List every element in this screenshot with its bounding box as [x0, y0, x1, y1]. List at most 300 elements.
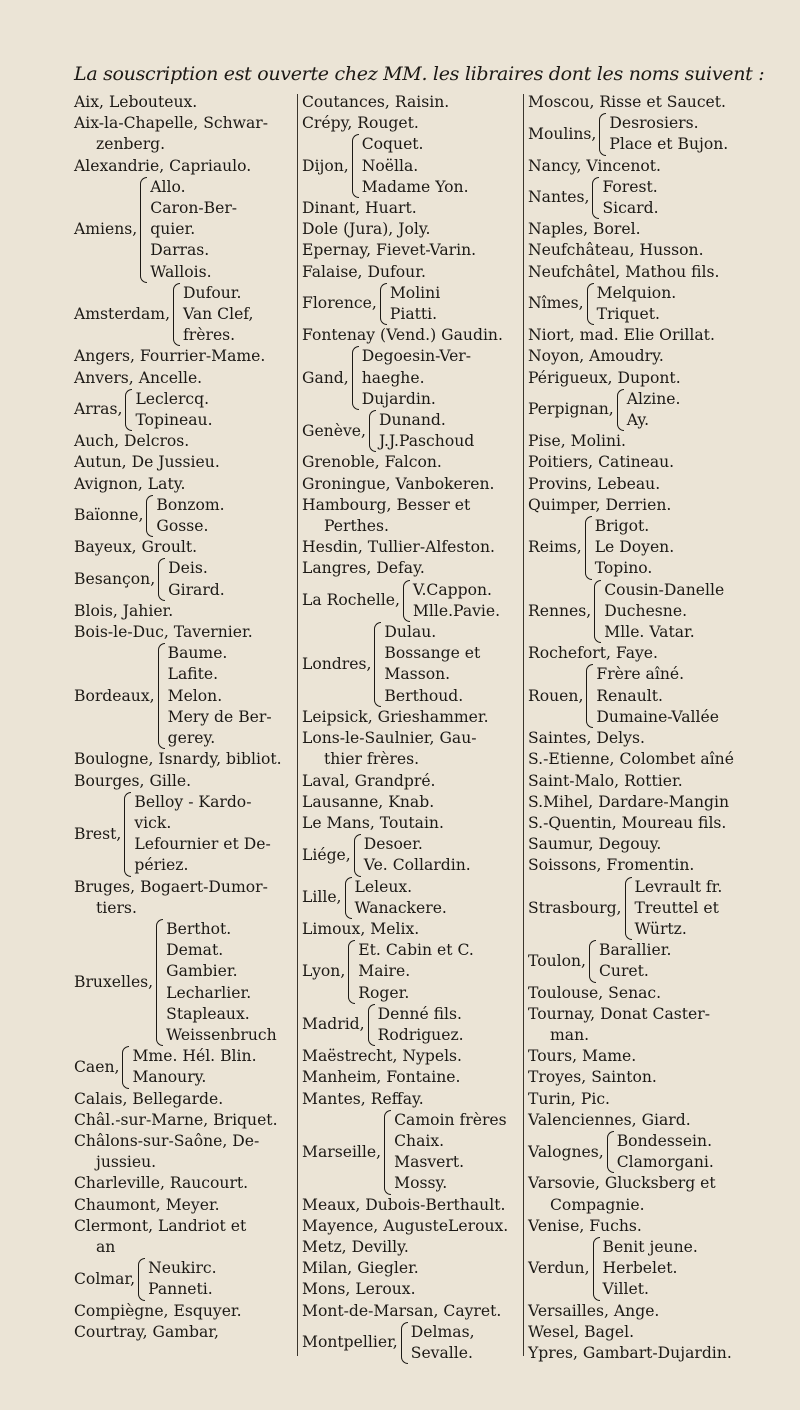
city-name: Lyon,: [302, 962, 346, 981]
bookseller-entry: [74, 368, 296, 389]
bookseller-name: Leclercq.: [135, 389, 210, 408]
brace-mark: [352, 346, 359, 410]
bookseller-entry: [528, 1004, 790, 1025]
entry-text: Boulogne, Isnardy, bibliot.: [74, 750, 282, 769]
bookseller-names: [604, 580, 724, 644]
bookseller-entry: [528, 325, 790, 346]
bookseller-group: [74, 1046, 296, 1088]
entry-text: Poitiers, Catineau.: [528, 453, 675, 472]
bookseller-group: [528, 1131, 790, 1173]
bookseller-entry: [302, 919, 522, 940]
bookseller-names: [166, 919, 277, 1046]
entry-text: Châl.-sur-Marne, Briquet.: [74, 1110, 278, 1129]
entry-text: Niort, mad. Elie Orillat.: [528, 326, 715, 345]
bookseller-names: [609, 113, 728, 155]
bookseller-entry: [302, 813, 522, 834]
entry-text: Venise, Fuchs.: [528, 1216, 642, 1235]
bookseller-entry: [74, 1195, 296, 1216]
entry-text: Soissons, Fromentin.: [528, 856, 695, 875]
entry-text: an: [96, 1237, 116, 1256]
entry-text: Compagnie.: [550, 1195, 645, 1214]
entry-text: Naples, Borel.: [528, 220, 641, 239]
bookseller-name: Rodriguez.: [377, 1025, 464, 1044]
bookseller-name: Caron-Ber-: [150, 199, 238, 218]
bookseller-entry: [302, 262, 522, 283]
city-name: Dijon,: [302, 156, 349, 175]
bookseller-group: [74, 1258, 296, 1300]
entry-text: Dole (Jura), Joly.: [302, 220, 431, 239]
bookseller-name: Roger.: [358, 983, 410, 1002]
entry-text: Rochefort, Faye.: [528, 644, 658, 663]
bookseller-names: [358, 940, 474, 1004]
bookseller-entry: [302, 1046, 522, 1067]
bookseller-entry: [74, 113, 296, 134]
entry-text: Perthes.: [324, 517, 389, 536]
bookseller-entry: [302, 1195, 522, 1216]
bookseller-entry: [74, 622, 296, 643]
bookseller-entry: [74, 474, 296, 495]
brace-mark: [140, 177, 147, 283]
column-1: [74, 92, 296, 1357]
bookseller-name: Topineau.: [135, 411, 213, 430]
bookseller-entry: [74, 1322, 296, 1343]
bookseller-name: Manoury.: [132, 1068, 207, 1087]
bookseller-names: [168, 643, 272, 749]
bookseller-entry: [528, 1173, 790, 1194]
bookseller-name: Levrault fr.: [634, 877, 723, 896]
bookseller-entry: [528, 219, 790, 240]
bookseller-group: [302, 346, 522, 410]
bookseller-names: [603, 1237, 698, 1301]
city-name: Bruxelles,: [74, 972, 154, 991]
brace-mark: [593, 1237, 600, 1301]
bookseller-group: [528, 516, 790, 580]
brace-mark: [122, 1046, 129, 1088]
entry-text: Coutances, Raisin.: [302, 93, 450, 111]
entry-text: Mantes, Reffay.: [302, 1089, 424, 1108]
brace-mark: [354, 834, 361, 876]
bookseller-names: [362, 346, 471, 410]
city-name: Strasbourg,: [528, 898, 622, 917]
bookseller-entry: [528, 792, 790, 813]
bookseller-name: Dujardin.: [361, 389, 436, 408]
entry-text: Groningue, Vanbokeren.: [302, 474, 495, 493]
bookseller-name: Sicard.: [602, 199, 659, 218]
bookseller-name: Masson.: [384, 665, 451, 684]
bookseller-name: périez.: [134, 856, 189, 875]
entry-text: jussieu.: [96, 1153, 157, 1172]
entry-text: Mayence, AugusteLeroux.: [302, 1216, 509, 1235]
bookseller-name: haeghe.: [361, 368, 425, 387]
bookseller-entry: [302, 1067, 522, 1088]
entry-text: Aix-la-Chapelle, Schwar-: [74, 114, 269, 133]
bookseller-name: Ve. Collardin.: [363, 856, 471, 875]
bookseller-entry: [302, 1279, 522, 1300]
brace-mark: [345, 877, 352, 919]
bookseller-entry: [302, 452, 522, 473]
bookseller-name: Alzine.: [626, 389, 681, 408]
bookseller-names: [183, 283, 253, 347]
bookseller-entry: [528, 855, 790, 876]
entry-text: Blois, Jahier.: [74, 601, 174, 620]
brace-mark: [380, 283, 387, 325]
city-name: Caen,: [74, 1057, 120, 1076]
bookseller-entry: [302, 113, 522, 134]
bookseller-name: Et. Cabin et C.: [358, 941, 474, 960]
bookseller-entry: [302, 240, 522, 261]
bookseller-entry: [302, 1237, 522, 1258]
city-name: Londres,: [302, 654, 372, 673]
bookseller-name: Berthoud.: [384, 686, 464, 705]
entry-text: Hambourg, Besser et: [302, 495, 471, 514]
bookseller-entry: [302, 537, 522, 558]
entry-text: Mont-de-Marsan, Cayret.: [302, 1301, 502, 1320]
bookseller-name: Curet.: [599, 962, 649, 981]
entry-text: Neufchâtel, Mathou fils.: [528, 262, 720, 281]
bookseller-entry: [528, 1046, 790, 1067]
entry-text: Mons, Leroux.: [302, 1280, 416, 1299]
bookseller-name: Mlle. Vatar.: [604, 623, 695, 642]
entry-text: Tours, Mame.: [528, 1047, 637, 1066]
bookseller-name: Belloy - Kardo-: [134, 792, 252, 811]
bookseller-name: Dulau.: [384, 623, 437, 642]
bookseller-entry: [74, 1173, 296, 1194]
bookseller-group: [302, 134, 522, 198]
bookseller-name: Frère aîné.: [596, 665, 685, 684]
bookseller-group: [528, 113, 790, 155]
bookseller-group: [74, 177, 296, 283]
brace-mark: [158, 558, 165, 600]
bookseller-name: Le Doyen.: [594, 538, 675, 557]
entry-text: S.Mihel, Dardare-Mangin: [528, 792, 730, 811]
bookseller-names: [394, 1110, 507, 1195]
entry-text: Ypres, Gambart-Dujardin.: [528, 1343, 732, 1362]
city-name: Valognes,: [528, 1142, 604, 1161]
bookseller-names: [134, 792, 270, 877]
entry-continuation: [74, 134, 296, 155]
entry-text: Dinant, Huart.: [302, 199, 417, 218]
bookseller-name: J.J.Paschoud: [378, 432, 475, 451]
bookseller-name: Dufour.: [183, 283, 242, 302]
entry-text: Meaux, Dubois-Berthault.: [302, 1195, 506, 1214]
bookseller-names: [635, 877, 723, 941]
entry-text: Lausanne, Knab.: [302, 792, 435, 811]
brace-mark: [401, 1322, 408, 1364]
bookseller-names: [378, 1004, 464, 1046]
bookseller-entry: [528, 1343, 790, 1364]
entry-text: Leipsick, Grieshammer.: [302, 707, 489, 726]
brace-mark: [589, 940, 596, 982]
bookseller-entry: [74, 1089, 296, 1110]
city-name: Toulon,: [528, 951, 586, 970]
bookseller-group: [528, 1237, 790, 1301]
bookseller-group: [302, 283, 522, 325]
entry-continuation: [74, 1152, 296, 1173]
brace-mark: [585, 516, 592, 580]
bookseller-names: [150, 177, 237, 283]
bookseller-name: Desrosiers.: [609, 114, 699, 133]
entry-continuation: [74, 1237, 296, 1258]
bookseller-entry: [528, 1110, 790, 1131]
bookseller-name: Bondessein.: [616, 1131, 713, 1150]
bookseller-name: Delmas,: [410, 1322, 475, 1341]
bookseller-name: Duchesne.: [604, 601, 688, 620]
city-name: La Rochelle,: [302, 591, 400, 610]
entry-text: Saumur, Degouy.: [528, 835, 662, 854]
bookseller-name: Berthot.: [166, 919, 232, 938]
bookseller-names: [390, 283, 440, 325]
bookseller-name: Sevalle.: [410, 1343, 473, 1362]
bookseller-name: Mossy.: [394, 1174, 448, 1193]
city-name: Arras,: [74, 400, 123, 419]
bookseller-name: Panneti.: [148, 1280, 213, 1299]
bookseller-names: [617, 1131, 714, 1173]
bookseller-name: Dunand.: [378, 411, 446, 430]
bookseller-name: Lecharlier.: [166, 983, 252, 1002]
entry-text: Le Mans, Toutain.: [302, 813, 444, 832]
bookseller-names: [602, 177, 658, 219]
entry-text: Valenciennes, Giard.: [528, 1110, 691, 1129]
bookseller-name: Wanackere.: [354, 898, 447, 917]
bookseller-group: [302, 940, 522, 1004]
entry-text: S.-Etienne, Colombet aîné: [528, 750, 734, 769]
bookseller-name: Demat.: [166, 941, 224, 960]
bookseller-group: [528, 580, 790, 644]
bookseller-name: Desoer.: [363, 835, 423, 854]
entry-text: Quimper, Derrien.: [528, 495, 672, 514]
bookseller-entry: [74, 601, 296, 622]
entry-text: Epernay, Fievet-Varin.: [302, 241, 477, 260]
bookseller-entry: [302, 92, 522, 113]
city-name: Liége,: [302, 845, 351, 864]
bookseller-entry: [74, 1301, 296, 1322]
brace-mark: [599, 113, 606, 155]
city-name: Colmar,: [74, 1269, 136, 1288]
bookseller-entry: [302, 771, 522, 792]
entry-text: Charleville, Raucourt.: [74, 1174, 249, 1193]
bookseller-name: Triquet.: [596, 305, 660, 324]
entry-text: Aix, Lebouteux.: [74, 93, 198, 111]
bookseller-name: Dumaine-Vallée: [596, 707, 719, 726]
brace-mark: [124, 792, 131, 877]
entry-text: Pise, Molini.: [528, 432, 626, 451]
brace-mark: [368, 1004, 375, 1046]
bookseller-name: Darras.: [150, 241, 210, 260]
bookseller-entry: [302, 1216, 522, 1237]
bookseller-name: Barallier.: [599, 941, 672, 960]
entry-continuation: [74, 898, 296, 919]
bookseller-names: [599, 940, 671, 982]
brace-mark: [125, 389, 132, 431]
bookseller-group: [302, 1322, 522, 1364]
bookseller-group: [528, 283, 790, 325]
bookseller-entry: [302, 495, 522, 516]
bookseller-name: Neukirc.: [148, 1259, 217, 1278]
bookseller-names: [413, 580, 500, 622]
bookseller-name: Würtz.: [634, 919, 687, 938]
bookseller-name: Forest.: [602, 177, 658, 196]
bookseller-names: [132, 1046, 256, 1088]
city-name: Baïonne,: [74, 506, 144, 525]
entry-text: Moscou, Risse et Saucet.: [528, 93, 727, 111]
bookseller-group: [528, 389, 790, 431]
city-name: Brest,: [74, 824, 122, 843]
bookseller-names: [168, 558, 225, 600]
bookseller-names: [595, 516, 674, 580]
bookseller-name: Villet.: [602, 1280, 649, 1299]
bookseller-group: [302, 410, 522, 452]
entry-text: Bayeux, Groult.: [74, 538, 198, 557]
bookseller-name: Cousin-Danelle: [604, 580, 725, 599]
bookseller-group: [74, 495, 296, 537]
bookseller-name: Maire.: [358, 962, 411, 981]
bookseller-entry: [302, 1301, 522, 1322]
bookseller-entry: [74, 156, 296, 177]
bookseller-name: Noëlla.: [361, 156, 419, 175]
bookseller-name: Madame Yon.: [361, 177, 469, 196]
entry-text: Varsovie, Glucksberg et: [528, 1174, 716, 1193]
bookseller-entry: [528, 240, 790, 261]
bookseller-entry: [74, 452, 296, 473]
bookseller-name: Degoesin-Ver-: [361, 347, 472, 366]
bookseller-name: vick.: [134, 813, 172, 832]
city-name: Genève,: [302, 421, 366, 440]
bookseller-name: Gambier.: [166, 962, 238, 981]
bookseller-name: Melon.: [167, 686, 223, 705]
bookseller-entry: [528, 474, 790, 495]
entry-continuation: [302, 516, 522, 537]
page-header: La souscription est ouverte chez MM. les libraires dont les noms suivent :: [74, 63, 765, 85]
city-name: Florence,: [302, 294, 377, 313]
entry-text: Provins, Lebeau.: [528, 474, 661, 493]
entry-text: Manheim, Fontaine.: [302, 1068, 461, 1087]
city-name: Nantes,: [528, 188, 590, 207]
entry-text: Angers, Fourrier-Mame.: [74, 347, 266, 366]
bookseller-name: quier.: [150, 220, 196, 239]
entry-text: Avignon, Laty.: [74, 474, 186, 493]
bookseller-name: Bonzom.: [156, 495, 225, 514]
bookseller-entry: [528, 262, 790, 283]
brace-mark: [138, 1258, 145, 1300]
bookseller-name: Melquion.: [596, 283, 677, 302]
bookseller-names: [597, 283, 677, 325]
bookseller-name: gerey.: [167, 729, 216, 748]
bookseller-name: Bossange et: [384, 644, 481, 663]
bookseller-name: Gosse.: [156, 517, 209, 536]
entry-text: Maëstrecht, Nypels.: [302, 1047, 463, 1066]
bookseller-entry: [528, 368, 790, 389]
entry-text: Bruges, Bogaert-Dumor-: [74, 877, 268, 896]
bookseller-entry: [302, 474, 522, 495]
bookseller-name: Topino.: [594, 559, 653, 578]
bookseller-group: [74, 792, 296, 877]
entry-text: Hesdin, Tullier-Alfeston.: [302, 538, 496, 557]
entry-text: Laval, Grandpré.: [302, 771, 436, 790]
bookseller-entry: [528, 1301, 790, 1322]
bookseller-name: Benit jeune.: [602, 1237, 698, 1256]
bookseller-group: [74, 558, 296, 600]
brace-mark: [594, 580, 601, 644]
bookseller-entry: [302, 325, 522, 346]
entry-text: Fontenay (Vend.) Gaudin.: [302, 326, 503, 345]
bookseller-entry: [528, 1067, 790, 1088]
bookseller-entry: [528, 813, 790, 834]
bookseller-entry: [302, 198, 522, 219]
brace-mark: [158, 643, 165, 749]
bookseller-name: Camoin frères: [394, 1110, 507, 1129]
bookseller-name: Molini: [389, 283, 441, 302]
brace-mark: [173, 283, 180, 347]
bookseller-entry: [74, 1131, 296, 1152]
bookseller-name: Allo.: [150, 177, 186, 196]
bookseller-entry: [528, 749, 790, 770]
bookseller-name: Mery de Ber-: [167, 707, 272, 726]
entry-text: Versailles, Ange.: [528, 1301, 660, 1320]
city-name: Gand,: [302, 368, 349, 387]
city-name: Nîmes,: [528, 294, 584, 313]
bookseller-name: Chaix.: [394, 1131, 445, 1150]
bookseller-name: Masvert.: [394, 1153, 465, 1172]
bookseller-entry: [302, 1258, 522, 1279]
bookseller-name: Baume.: [167, 644, 228, 663]
bookseller-entry: [528, 643, 790, 664]
bookseller-group: [74, 643, 296, 749]
bookseller-group: [74, 283, 296, 347]
entry-text: Neufchâteau, Husson.: [528, 241, 704, 260]
brace-mark: [384, 1110, 391, 1195]
bookseller-group: [302, 877, 522, 919]
city-name: Lille,: [302, 888, 342, 907]
bookseller-entry: [528, 771, 790, 792]
entry-text: Toulouse, Senac.: [528, 983, 662, 1002]
bookseller-name: Van Clef,: [183, 305, 254, 324]
entry-text: S.-Quentin, Moureau fils.: [528, 813, 727, 832]
bookseller-name: Ay.: [626, 411, 650, 430]
bookseller-names: [379, 410, 474, 452]
column-rule: [297, 94, 298, 1356]
bookseller-names: [384, 622, 480, 707]
bookseller-entry: [302, 728, 522, 749]
entry-text: Clermont, Landriot et: [74, 1216, 247, 1235]
brace-mark: [156, 919, 163, 1046]
bookseller-entry: [74, 749, 296, 770]
entry-text: Wesel, Bagel.: [528, 1322, 635, 1341]
brace-mark: [587, 283, 594, 325]
entry-text: Saint-Malo, Rottier.: [528, 771, 683, 790]
brace-mark: [352, 134, 359, 198]
entry-text: zenberg.: [96, 135, 166, 154]
bookseller-name: frères.: [183, 326, 236, 345]
entry-text: Troyes, Sainton.: [528, 1068, 657, 1087]
entry-text: Calais, Bellegarde.: [74, 1089, 224, 1108]
city-name: Amiens,: [74, 220, 138, 239]
bookseller-group: [302, 1004, 522, 1046]
bookseller-entry: [528, 346, 790, 367]
bookseller-group: [528, 177, 790, 219]
entry-text: Courtray, Gambar,: [74, 1322, 220, 1341]
entry-text: Metz, Devilly.: [302, 1237, 409, 1256]
bookseller-name: Mlle.Pavie.: [412, 601, 501, 620]
bookseller-entry: [302, 792, 522, 813]
city-name: Moulins,: [528, 124, 597, 143]
column-2: [302, 92, 522, 1362]
bookseller-entry: [528, 728, 790, 749]
bookseller-entry: [302, 558, 522, 579]
bookseller-group: [74, 919, 296, 1046]
entry-text: Auch, Delcros.: [74, 432, 190, 451]
bookseller-group: [528, 940, 790, 982]
bookseller-entry: [528, 1322, 790, 1343]
